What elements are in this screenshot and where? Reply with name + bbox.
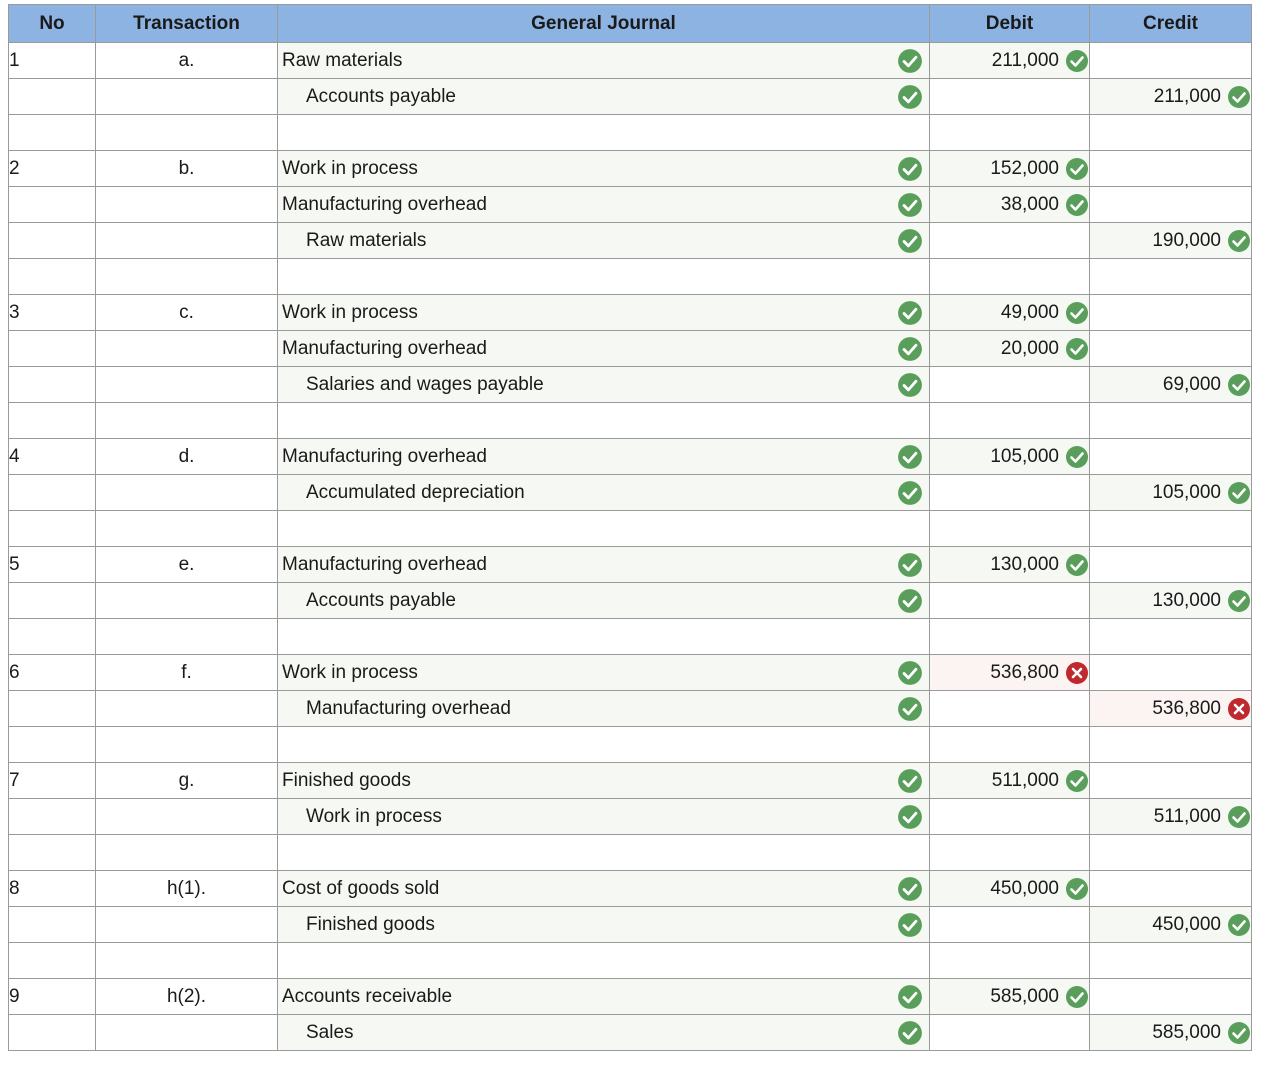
credit-amount-wrap (1090, 1015, 1251, 1050)
debit-amount-cell (930, 799, 1090, 835)
correct-check-icon (897, 228, 923, 254)
empty-cell (1090, 943, 1252, 979)
entry-number (9, 583, 96, 619)
correct-check-icon (897, 984, 923, 1010)
journal-line (9, 907, 1252, 943)
empty-cell (96, 115, 278, 151)
correct-check-icon (1227, 805, 1251, 829)
debit-amount-cell[interactable] (930, 979, 1090, 1015)
credit-amount-cell[interactable] (1090, 223, 1252, 259)
debit-amount: 130,000 (990, 553, 1059, 575)
entry-number (9, 331, 96, 367)
entry-number (9, 1015, 96, 1051)
journal-line (9, 187, 1252, 223)
account-cell[interactable] (278, 43, 930, 79)
account-wrap (278, 691, 929, 726)
account-name: Sales (306, 1021, 354, 1043)
debit-amount-wrap (930, 151, 1089, 186)
journal-line (9, 475, 1252, 511)
transaction-label (96, 367, 278, 403)
debit-amount-wrap (930, 547, 1089, 582)
account-wrap (278, 655, 929, 690)
debit-amount: 536,800 (990, 661, 1059, 683)
account-name: Manufacturing overhead (306, 697, 511, 719)
debit-amount-cell (930, 223, 1090, 259)
empty-cell (9, 619, 96, 655)
debit-amount-cell[interactable] (930, 763, 1090, 799)
entry-number (9, 367, 96, 403)
credit-amount-cell (1090, 763, 1252, 799)
debit-amount-cell[interactable] (930, 295, 1090, 331)
journal-line (9, 79, 1252, 115)
journal-line (9, 691, 1252, 727)
debit-amount-cell[interactable] (930, 547, 1090, 583)
account-name: Work in process (282, 157, 418, 179)
debit-amount: 152,000 (990, 157, 1059, 179)
entry-number (9, 475, 96, 511)
correct-check-icon (897, 444, 923, 470)
spacer-row (9, 511, 1252, 547)
account-wrap (278, 439, 929, 474)
general-journal-table (8, 4, 1252, 1051)
debit-amount-wrap (930, 979, 1089, 1014)
account-name: Accounts payable (306, 85, 456, 107)
account-name: Salaries and wages payable (306, 373, 544, 395)
transaction-label (96, 1015, 278, 1051)
credit-amount-cell (1090, 331, 1252, 367)
account-cell[interactable] (278, 691, 930, 727)
journal-line (9, 367, 1252, 403)
spacer-row (9, 727, 1252, 763)
account-name: Finished goods (282, 769, 411, 791)
empty-cell (1090, 835, 1252, 871)
empty-cell (9, 727, 96, 763)
empty-cell (96, 403, 278, 439)
account-name: Manufacturing overhead (282, 445, 487, 467)
debit-amount-wrap (930, 439, 1089, 474)
empty-cell (278, 115, 930, 151)
correct-check-icon (897, 876, 923, 902)
correct-check-icon (1227, 913, 1251, 937)
empty-cell (9, 511, 96, 547)
account-name: Accounts receivable (282, 985, 453, 1007)
journal-line (9, 655, 1252, 691)
correct-check-icon (1065, 769, 1089, 793)
entry-number: 4 (9, 439, 96, 475)
entry-number: 9 (9, 979, 96, 1015)
account-wrap (278, 295, 929, 330)
credit-amount-cell[interactable] (1090, 79, 1252, 115)
correct-check-icon (1065, 553, 1089, 577)
credit-amount-wrap (1090, 367, 1251, 402)
debit-amount-wrap (930, 43, 1089, 78)
account-cell[interactable] (278, 871, 930, 907)
journal-line (9, 331, 1252, 367)
empty-cell (9, 259, 96, 295)
correct-check-icon (1065, 985, 1089, 1009)
credit-amount-cell[interactable] (1090, 799, 1252, 835)
correct-check-icon (897, 660, 923, 686)
header-transaction: Transaction (96, 5, 278, 43)
credit-amount-cell (1090, 43, 1252, 79)
spacer-row (9, 259, 1252, 295)
account-name: Manufacturing overhead (282, 553, 487, 575)
journal-body (9, 43, 1252, 1051)
credit-amount-cell[interactable] (1090, 475, 1252, 511)
correct-check-icon (1065, 193, 1089, 217)
correct-check-icon (897, 336, 923, 362)
empty-cell (1090, 619, 1252, 655)
empty-cell (9, 835, 96, 871)
account-name: Manufacturing overhead (282, 193, 487, 215)
account-wrap (278, 223, 929, 258)
empty-cell (1090, 511, 1252, 547)
entry-number: 8 (9, 871, 96, 907)
empty-cell (930, 835, 1090, 871)
debit-amount-wrap (930, 331, 1089, 366)
entry-number (9, 691, 96, 727)
empty-cell (278, 259, 930, 295)
account-name: Work in process (282, 301, 418, 323)
empty-cell (278, 943, 930, 979)
journal-line (9, 799, 1252, 835)
entry-number: 2 (9, 151, 96, 187)
correct-check-icon (897, 804, 923, 830)
account-wrap (278, 907, 929, 942)
entry-number (9, 187, 96, 223)
journal-line (9, 583, 1252, 619)
spacer-row (9, 619, 1252, 655)
entry-number: 1 (9, 43, 96, 79)
account-cell[interactable] (278, 223, 930, 259)
empty-cell (1090, 259, 1252, 295)
entry-number (9, 223, 96, 259)
entry-number: 3 (9, 295, 96, 331)
header-general-journal: General Journal (278, 5, 930, 43)
correct-check-icon (1227, 85, 1251, 109)
debit-amount: 450,000 (990, 877, 1059, 899)
incorrect-x-icon (1065, 661, 1089, 685)
empty-cell (278, 403, 930, 439)
credit-amount-cell[interactable] (1090, 691, 1252, 727)
transaction-label (96, 331, 278, 367)
transaction-label (96, 79, 278, 115)
account-cell[interactable] (278, 475, 930, 511)
empty-cell (278, 727, 930, 763)
debit-amount-cell[interactable] (930, 187, 1090, 223)
account-cell[interactable] (278, 151, 930, 187)
credit-amount: 511,000 (1153, 805, 1221, 827)
transaction-label: b. (96, 151, 278, 187)
empty-cell (96, 619, 278, 655)
empty-cell (930, 403, 1090, 439)
account-cell[interactable] (278, 979, 930, 1015)
account-name: Work in process (282, 661, 418, 683)
credit-amount-wrap (1090, 475, 1251, 510)
credit-amount-cell (1090, 871, 1252, 907)
debit-amount-cell (930, 79, 1090, 115)
account-wrap (278, 331, 929, 366)
entry-number: 7 (9, 763, 96, 799)
journal-line (9, 43, 1252, 79)
debit-amount-cell (930, 367, 1090, 403)
entry-number: 6 (9, 655, 96, 691)
credit-amount: 130,000 (1152, 589, 1221, 611)
credit-amount: 105,000 (1152, 481, 1221, 503)
journal-line (9, 223, 1252, 259)
credit-amount-wrap (1090, 223, 1251, 258)
spacer-row (9, 835, 1252, 871)
account-name: Work in process (306, 805, 442, 827)
account-cell[interactable] (278, 655, 930, 691)
account-cell[interactable] (278, 295, 930, 331)
credit-amount-cell (1090, 439, 1252, 475)
account-cell[interactable] (278, 331, 930, 367)
account-wrap (278, 43, 929, 78)
empty-cell (9, 943, 96, 979)
credit-amount-cell (1090, 295, 1252, 331)
incorrect-x-icon (1227, 697, 1251, 721)
debit-amount-wrap (930, 655, 1089, 690)
journal-line (9, 295, 1252, 331)
correct-check-icon (1065, 49, 1089, 73)
transaction-label (96, 187, 278, 223)
transaction-label (96, 583, 278, 619)
empty-cell (1090, 115, 1252, 151)
transaction-label: e. (96, 547, 278, 583)
credit-amount-cell (1090, 979, 1252, 1015)
correct-check-icon (897, 84, 923, 110)
journal-line (9, 871, 1252, 907)
debit-amount-wrap (930, 763, 1089, 798)
entry-number (9, 79, 96, 115)
debit-amount-cell (930, 1015, 1090, 1051)
debit-amount: 511,000 (991, 769, 1059, 791)
account-wrap (278, 367, 929, 402)
debit-amount: 20,000 (1000, 337, 1059, 359)
correct-check-icon (1065, 157, 1089, 181)
debit-amount-cell[interactable] (930, 655, 1090, 691)
account-name: Manufacturing overhead (282, 337, 487, 359)
correct-check-icon (1227, 589, 1251, 613)
correct-check-icon (897, 300, 923, 326)
journal-line (9, 1015, 1252, 1051)
account-cell[interactable] (278, 439, 930, 475)
debit-amount-cell (930, 475, 1090, 511)
credit-amount-cell[interactable] (1090, 1015, 1252, 1051)
debit-amount: 211,000 (991, 49, 1059, 71)
journal-line (9, 547, 1252, 583)
correct-check-icon (897, 48, 923, 74)
spacer-row (9, 403, 1252, 439)
transaction-label (96, 691, 278, 727)
transaction-label (96, 907, 278, 943)
journal-line (9, 439, 1252, 475)
credit-amount: 536,800 (1152, 697, 1221, 719)
account-wrap (278, 871, 929, 906)
credit-amount-wrap (1090, 691, 1251, 726)
entry-number (9, 799, 96, 835)
empty-cell (278, 511, 930, 547)
debit-amount-wrap (930, 871, 1089, 906)
entry-number (9, 907, 96, 943)
header-debit: Debit (930, 5, 1090, 43)
journal-line (9, 763, 1252, 799)
debit-amount: 38,000 (1000, 193, 1059, 215)
correct-check-icon (897, 372, 923, 398)
account-wrap (278, 475, 929, 510)
correct-check-icon (1227, 229, 1251, 253)
correct-check-icon (1227, 1021, 1251, 1045)
account-cell[interactable] (278, 583, 930, 619)
header-credit: Credit (1090, 5, 1252, 43)
debit-amount-cell[interactable] (930, 43, 1090, 79)
transaction-label (96, 799, 278, 835)
transaction-label (96, 475, 278, 511)
credit-amount-wrap (1090, 907, 1251, 942)
account-wrap (278, 979, 929, 1014)
empty-cell (930, 511, 1090, 547)
account-cell[interactable] (278, 547, 930, 583)
account-name: Cost of goods sold (282, 877, 440, 899)
transaction-label: d. (96, 439, 278, 475)
correct-check-icon (897, 912, 923, 938)
account-cell[interactable] (278, 187, 930, 223)
empty-cell (930, 259, 1090, 295)
credit-amount-cell (1090, 187, 1252, 223)
account-name: Accounts payable (306, 589, 456, 611)
correct-check-icon (1065, 445, 1089, 469)
debit-amount-wrap (930, 295, 1089, 330)
debit-amount-cell (930, 691, 1090, 727)
account-cell[interactable] (278, 907, 930, 943)
debit-amount-cell[interactable] (930, 439, 1090, 475)
credit-amount: 585,000 (1152, 1021, 1221, 1043)
account-cell[interactable] (278, 367, 930, 403)
debit-amount-wrap (930, 187, 1089, 222)
account-cell[interactable] (278, 1015, 930, 1051)
debit-amount-cell[interactable] (930, 331, 1090, 367)
correct-check-icon (897, 1020, 923, 1046)
spacer-row (9, 115, 1252, 151)
empty-cell (930, 943, 1090, 979)
transaction-label: c. (96, 295, 278, 331)
account-wrap (278, 799, 929, 834)
empty-cell (96, 943, 278, 979)
empty-cell (278, 619, 930, 655)
account-wrap (278, 79, 929, 114)
account-name: Accumulated depreciation (306, 481, 525, 503)
account-wrap (278, 1015, 929, 1050)
credit-amount-wrap (1090, 583, 1251, 618)
credit-amount: 69,000 (1162, 373, 1221, 395)
empty-cell (96, 511, 278, 547)
credit-amount-wrap (1090, 799, 1251, 834)
debit-amount: 49,000 (1000, 301, 1059, 323)
credit-amount-cell[interactable] (1090, 367, 1252, 403)
transaction-label: h(1). (96, 871, 278, 907)
credit-amount-cell (1090, 547, 1252, 583)
account-wrap (278, 583, 929, 618)
transaction-label (96, 223, 278, 259)
empty-cell (96, 835, 278, 871)
debit-amount-cell[interactable] (930, 871, 1090, 907)
correct-check-icon (897, 696, 923, 722)
transaction-label: g. (96, 763, 278, 799)
account-cell[interactable] (278, 79, 930, 115)
correct-check-icon (897, 552, 923, 578)
correct-check-icon (897, 192, 923, 218)
correct-check-icon (897, 588, 923, 614)
transaction-label: a. (96, 43, 278, 79)
account-cell[interactable] (278, 799, 930, 835)
empty-cell (96, 727, 278, 763)
correct-check-icon (1065, 337, 1089, 361)
correct-check-icon (1227, 481, 1251, 505)
entry-number: 5 (9, 547, 96, 583)
correct-check-icon (1065, 301, 1089, 325)
correct-check-icon (897, 156, 923, 182)
account-name: Raw materials (306, 229, 427, 251)
account-wrap (278, 187, 929, 222)
credit-amount: 190,000 (1152, 229, 1221, 251)
credit-amount-cell[interactable] (1090, 583, 1252, 619)
journal-line (9, 979, 1252, 1015)
debit-amount-cell (930, 907, 1090, 943)
debit-amount: 105,000 (990, 445, 1059, 467)
empty-cell (278, 835, 930, 871)
empty-cell (1090, 727, 1252, 763)
credit-amount: 211,000 (1153, 85, 1221, 107)
account-wrap (278, 547, 929, 582)
empty-cell (930, 115, 1090, 151)
account-wrap (278, 763, 929, 798)
credit-amount-cell[interactable] (1090, 907, 1252, 943)
account-wrap (278, 151, 929, 186)
journal-line (9, 151, 1252, 187)
account-cell[interactable] (278, 763, 930, 799)
empty-cell (96, 259, 278, 295)
correct-check-icon (897, 480, 923, 506)
empty-cell (930, 727, 1090, 763)
correct-check-icon (897, 768, 923, 794)
account-name: Finished goods (306, 913, 435, 935)
credit-amount-wrap (1090, 79, 1251, 114)
correct-check-icon (1065, 877, 1089, 901)
empty-cell (1090, 403, 1252, 439)
debit-amount: 585,000 (990, 985, 1059, 1007)
header-no: No (9, 5, 96, 43)
correct-check-icon (1227, 373, 1251, 397)
debit-amount-cell[interactable] (930, 151, 1090, 187)
account-name: Raw materials (282, 49, 403, 71)
transaction-label: f. (96, 655, 278, 691)
header-row (9, 5, 1252, 43)
empty-cell (930, 619, 1090, 655)
credit-amount: 450,000 (1152, 913, 1221, 935)
credit-amount-cell (1090, 655, 1252, 691)
spacer-row (9, 943, 1252, 979)
empty-cell (9, 403, 96, 439)
transaction-label: h(2). (96, 979, 278, 1015)
credit-amount-cell (1090, 151, 1252, 187)
debit-amount-cell (930, 583, 1090, 619)
empty-cell (9, 115, 96, 151)
